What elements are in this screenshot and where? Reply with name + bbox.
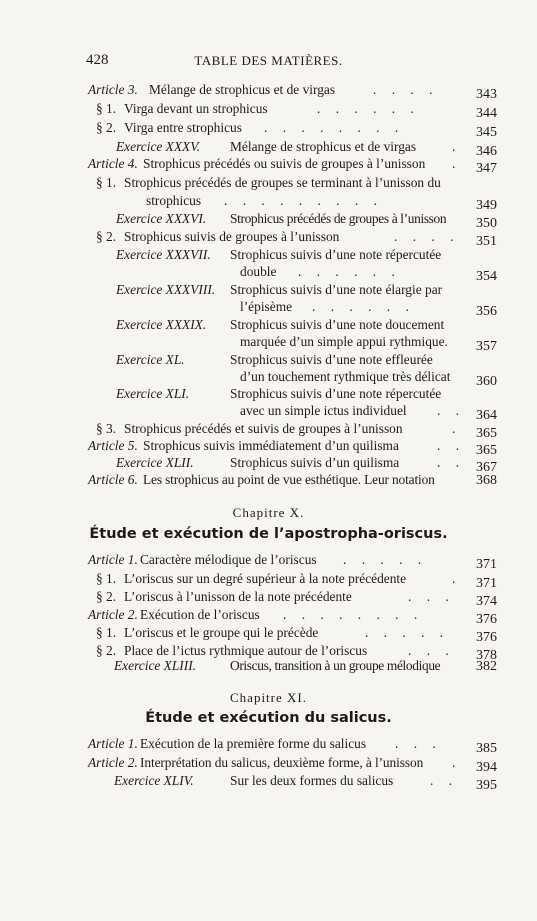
entry-text: marquée d’un simple appui rythmique. (240, 334, 448, 349)
entry-lead: § 3. (96, 421, 117, 436)
entry-text: Strophicus précédés de groupes se terminant à l’unisson du (124, 175, 441, 190)
leader-dots: . . . . . . (312, 299, 415, 314)
entry-lead: Article 3. (88, 82, 138, 97)
entry-text: strophicus (146, 193, 202, 208)
entry-page: 365 (476, 443, 497, 458)
leader-dots: . . . (395, 736, 442, 751)
entry-text: Mélange de strophicus et de virgas (149, 82, 336, 97)
entry-text: avec un simple ictus individuel (240, 403, 407, 418)
page-header (0, 52, 537, 70)
entry-text: Strophicus précédés ou suivis de groupes à l’unisson (143, 156, 426, 171)
entry-text: Strophicus précédés de groupes à l’unisson (230, 211, 447, 226)
entry-lead: Article 1. (88, 552, 138, 567)
leader-dots: . . . . . . . . . (224, 193, 383, 208)
running-title: TABLE DES MATIÈRES. (194, 53, 343, 68)
entry-text: Strophicus suivis d’une note doucement (230, 317, 445, 332)
entry-lead: § 1. (96, 175, 117, 190)
entry-lead: Exercice XXXVII. (116, 247, 211, 262)
entry-page: 345 (476, 125, 497, 140)
leader-dots: . . . . . . . . (264, 120, 405, 135)
entry-page: 357 (476, 339, 497, 354)
chapter-title: Étude et exécution de l’apostropha-oriscus. (89, 526, 448, 542)
entry-lead: § 2. (96, 120, 117, 135)
entry-text: Virga entre strophicus (124, 120, 242, 135)
entry-text: Strophicus suivis d’une note élargie par (230, 282, 443, 297)
leader-dots: . . . (408, 643, 455, 658)
entry-lead: § 1. (96, 625, 117, 640)
entry-text: Oriscus, transition à un groupe mélodique (230, 658, 441, 673)
leader-dots: . . . . . (343, 552, 428, 567)
entry-text: L’oriscus à l’unisson de la note précédente (124, 589, 352, 604)
entry-page: 349 (476, 198, 497, 213)
leader-dots: . . (437, 403, 466, 418)
entry-lead: § 1. (96, 101, 117, 116)
entry-text: Exécution de l’oriscus (140, 607, 260, 622)
entry-lead: Exercice XLIII. (114, 658, 197, 673)
leader-dots: . . . . . (365, 625, 450, 640)
entry-text: Exécution de la première forme du salicus (140, 736, 367, 751)
entry-page: 371 (476, 576, 497, 591)
leader-dots: . . . . . . (317, 101, 420, 116)
leader-dots: . . . . . . . . (283, 607, 424, 622)
entry-text: Caractère mélodique de l’oriscus (140, 552, 317, 567)
entry-text: Les strophicus au point de vue esthétique. Leur notation (143, 472, 435, 487)
entry-page: 385 (476, 741, 497, 756)
entry-text: d’un touchement rythmique très délicat (240, 369, 451, 384)
entry-page: 376 (476, 630, 497, 645)
leader-dots: . (452, 156, 462, 171)
leader-dots: . (452, 139, 462, 154)
entry-page: 371 (476, 557, 497, 572)
entry-text: l’épisème (240, 299, 293, 314)
chapter-label: Chapitre XI. (230, 690, 307, 705)
entry-page: 347 (476, 161, 497, 176)
entry-page: 368 (476, 473, 497, 488)
entry-page: 360 (476, 374, 497, 389)
entry-text: double (240, 264, 277, 279)
entry-page: 351 (476, 234, 497, 249)
entry-lead: Article 6. (88, 472, 138, 487)
entry-text: Strophicus suivis d’un quilisma (230, 455, 400, 470)
entry-page: 356 (476, 304, 497, 319)
entry-lead: Exercice XLIV. (114, 773, 194, 788)
entry-text: Strophicus suivis d’une note effleurée (230, 352, 433, 367)
entry-lead: Exercice XLI. (116, 386, 190, 401)
entry-lead: Exercice XXXIX. (116, 317, 207, 332)
entry-lead: Exercice XXXVI. (116, 211, 207, 226)
entry-text: Strophicus suivis d’une note répercutée (230, 247, 442, 262)
entry-lead: Exercice XLII. (116, 455, 194, 470)
entry-lead: Article 4. (88, 156, 138, 171)
entry-lead: § 1. (96, 571, 117, 586)
entry-lead: § 2. (96, 589, 117, 604)
entry-text: Interprétation du salicus, deuxième forme, à l’unisson (140, 755, 424, 770)
entry-page: 376 (476, 612, 497, 627)
entry-text: L’oriscus et le groupe qui le précède (124, 625, 319, 640)
entry-page: 364 (476, 408, 497, 423)
entry-page: 378 (476, 648, 497, 663)
entry-lead: Article 2. (88, 755, 138, 770)
entry-text: Strophicus suivis de groupes à l’unisson (124, 229, 340, 244)
entry-lead: Exercice XXXVIII. (116, 282, 216, 297)
leader-dots: . . . . (373, 82, 439, 97)
entry-lead: Exercice XXXV. (116, 139, 201, 154)
entry-page: 346 (476, 144, 497, 159)
entry-text: Virga devant un strophicus (124, 101, 268, 116)
entry-lead: Exercice XL. (116, 352, 185, 367)
chapter-label: Chapitre X. (232, 505, 305, 520)
entry-lead: Article 2. (88, 607, 138, 622)
entry-text: Strophicus suivis d’une note répercutée (230, 386, 442, 401)
entry-lead: § 2. (96, 643, 117, 658)
entry-page: 365 (476, 426, 497, 441)
leader-dots: . . . . . . (298, 264, 401, 279)
leader-dots: . . (437, 438, 466, 453)
entry-lead: Article 5. (88, 438, 138, 453)
entry-page: 395 (476, 778, 497, 793)
entry-text: Place de l’ictus rythmique autour de l’oriscus (124, 643, 368, 658)
entry-page: 343 (476, 87, 497, 102)
entry-page: 367 (476, 460, 497, 475)
entry-lead: Article 1. (88, 736, 138, 751)
entry-text: L’oriscus sur un degré supérieur à la note précédente (124, 571, 407, 586)
entry-page: 354 (476, 269, 497, 284)
leader-dots: . . (430, 773, 459, 788)
entry-text: Strophicus suivis immédiatement d’un quilisma (143, 438, 399, 453)
entry-page: 344 (476, 106, 497, 121)
leader-dots: . . (437, 455, 466, 470)
entry-lead: § 2. (96, 229, 117, 244)
entry-page: 394 (476, 760, 497, 775)
leader-dots: . . . (408, 589, 455, 604)
leader-dots: . (452, 421, 462, 436)
chapter-title: Étude et exécution du salicus. (145, 710, 392, 726)
entry-page: 350 (476, 216, 497, 231)
leader-dots: . . . . (394, 229, 460, 244)
entry-text: Mélange de strophicus et de virgas (230, 139, 417, 154)
entry-text: Strophicus précédés et suivis de groupes à l’unisson (124, 421, 403, 436)
entry-page: 382 (476, 659, 497, 674)
entry-page: 374 (476, 594, 497, 609)
leader-dots: . (452, 755, 462, 770)
page-number: 428 (86, 52, 109, 68)
entry-text: Sur les deux formes du salicus (230, 773, 394, 788)
leader-dots: . (452, 571, 462, 586)
